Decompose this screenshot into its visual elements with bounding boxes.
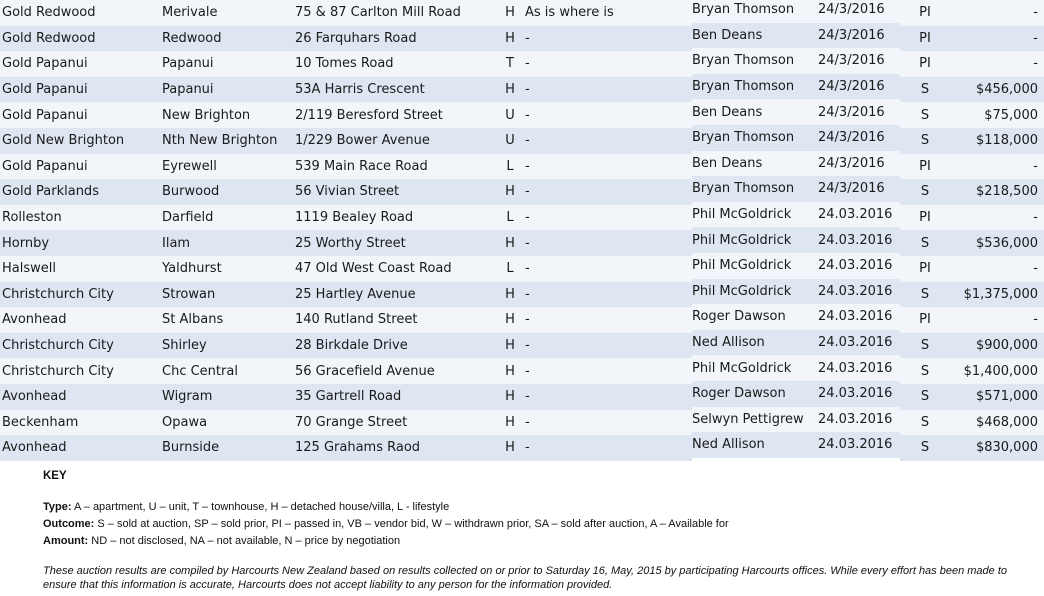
date-cell: 24/3/2016 <box>818 23 900 49</box>
outcome-cell: PI <box>900 154 950 180</box>
price-cell: - <box>950 26 1044 52</box>
agent-cell: Ben Deans <box>692 151 818 177</box>
suburb-cell: Eyrewell <box>162 154 295 180</box>
price-cell: $900,000 <box>950 333 1044 359</box>
address-cell: 25 Hartley Avenue <box>295 282 495 308</box>
outcome-cell: S <box>900 102 950 128</box>
date-cell: 24.03.2016 <box>818 432 900 458</box>
outcome-cell: S <box>900 77 950 103</box>
price-cell: - <box>950 256 1044 282</box>
type-cell: T <box>495 51 525 77</box>
suburb-cell: New Brighton <box>162 102 295 128</box>
address-cell: 70 Grange Street <box>295 410 495 436</box>
note-cell: - <box>525 205 692 231</box>
note-cell: - <box>525 26 692 52</box>
note-cell: - <box>525 179 692 205</box>
address-cell: 35 Gartrell Road <box>295 384 495 410</box>
key-type-text: A – apartment, U – unit, T – townhouse, H – detached house/villa, L - lifestyle <box>73 501 450 513</box>
agent-cell: Phil McGoldrick <box>692 227 818 253</box>
outcome-cell: PI <box>900 256 950 282</box>
type-cell: L <box>495 256 525 282</box>
outcome-cell: PI <box>900 307 950 333</box>
price-cell: $536,000 <box>950 230 1044 256</box>
suburb-cell: Strowan <box>162 282 295 308</box>
note-cell: - <box>525 51 692 77</box>
date-cell: 24/3/2016 <box>818 48 900 74</box>
office-cell: Gold New Brighton <box>0 128 162 154</box>
outcome-cell: S <box>900 282 950 308</box>
type-cell: H <box>495 77 525 103</box>
key-type-label: Type: <box>43 501 72 513</box>
table-row <box>0 435 1044 461</box>
office-cell: Christchurch City <box>0 358 162 384</box>
agent-cell: Phil McGoldrick <box>692 279 818 305</box>
address-cell: 1/229 Bower Avenue <box>295 128 495 154</box>
agent-cell: Bryan Thomson <box>692 0 818 23</box>
price-cell: $118,000 <box>950 128 1044 154</box>
agent-cell: Bryan Thomson <box>692 74 818 100</box>
outcome-cell: PI <box>900 0 950 26</box>
date-cell: 24/3/2016 <box>818 0 900 23</box>
type-cell: U <box>495 102 525 128</box>
agent-cell: Phil McGoldrick <box>692 355 818 381</box>
outcome-cell: S <box>900 128 950 154</box>
suburb-cell: Papanui <box>162 77 295 103</box>
agent-cell: Phil McGoldrick <box>692 202 818 228</box>
agent-cell: Bryan Thomson <box>692 125 818 151</box>
outcome-cell: S <box>900 230 950 256</box>
suburb-cell: Opawa <box>162 410 295 436</box>
type-cell: H <box>495 333 525 359</box>
note-cell: - <box>525 282 692 308</box>
note-cell: - <box>525 307 692 333</box>
address-cell: 539 Main Race Road <box>295 154 495 180</box>
date-cell: 24/3/2016 <box>818 125 900 151</box>
note-cell: - <box>525 102 692 128</box>
address-cell: 56 Vivian Street <box>295 179 495 205</box>
type-cell: U <box>495 128 525 154</box>
price-cell: - <box>950 154 1044 180</box>
outcome-cell: S <box>900 435 950 461</box>
agent-cell: Ned Allison <box>692 432 818 458</box>
price-cell: $1,375,000 <box>950 282 1044 308</box>
note-cell: - <box>525 128 692 154</box>
office-cell: Gold Redwood <box>0 26 162 52</box>
type-cell: H <box>495 358 525 384</box>
address-cell: 2/119 Beresford Street <box>295 102 495 128</box>
agent-cell: Bryan Thomson <box>692 176 818 202</box>
key-outcome-label: Outcome: <box>43 518 95 530</box>
address-cell: 25 Worthy Street <box>295 230 495 256</box>
key-amount-line <box>43 533 1043 550</box>
agent-cell: Ned Allison <box>692 330 818 356</box>
key-type-line <box>43 499 1043 516</box>
suburb-cell: Darfield <box>162 205 295 231</box>
office-cell: Christchurch City <box>0 333 162 359</box>
type-cell: H <box>495 0 525 26</box>
outcome-cell: S <box>900 333 950 359</box>
office-cell: Halswell <box>0 256 162 282</box>
office-cell: Christchurch City <box>0 282 162 308</box>
agent-cell: Ben Deans <box>692 23 818 49</box>
outcome-cell: S <box>900 179 950 205</box>
note-cell: - <box>525 333 692 359</box>
office-cell: Avonhead <box>0 435 162 461</box>
note-cell: - <box>525 358 692 384</box>
date-cell: 24.03.2016 <box>818 407 900 433</box>
note-cell: - <box>525 410 692 436</box>
outcome-cell: S <box>900 358 950 384</box>
type-cell: H <box>495 179 525 205</box>
type-cell: H <box>495 230 525 256</box>
outcome-cell: PI <box>900 26 950 52</box>
office-cell: Gold Papanui <box>0 77 162 103</box>
office-cell: Avonhead <box>0 307 162 333</box>
date-cell: 24.03.2016 <box>818 304 900 330</box>
address-cell: 26 Farquhars Road <box>295 26 495 52</box>
key-outcome-line <box>43 516 1043 533</box>
office-cell: Gold Redwood <box>0 0 162 26</box>
suburb-cell: St Albans <box>162 307 295 333</box>
price-cell: - <box>950 51 1044 77</box>
address-cell: 56 Gracefield Avenue <box>295 358 495 384</box>
key-section <box>43 470 1043 592</box>
type-cell: H <box>495 435 525 461</box>
address-cell: 10 Tomes Road <box>295 51 495 77</box>
note-cell: - <box>525 230 692 256</box>
type-cell: H <box>495 384 525 410</box>
price-cell: $830,000 <box>950 435 1044 461</box>
suburb-cell: Wigram <box>162 384 295 410</box>
key-outcome-text: S – sold at auction, SP – sold prior, PI – passed in, VB – vendor bid, W – withdrawn prior, SA – sold after auction, A – Available for <box>97 518 729 530</box>
suburb-cell: Merivale <box>162 0 295 26</box>
agent-cell: Bryan Thomson <box>692 48 818 74</box>
suburb-cell: Shirley <box>162 333 295 359</box>
key-amount-label: Amount: <box>43 535 89 547</box>
price-cell: $218,500 <box>950 179 1044 205</box>
price-cell: $468,000 <box>950 410 1044 436</box>
outcome-cell: PI <box>900 51 950 77</box>
suburb-cell: Chc Central <box>162 358 295 384</box>
date-cell: 24/3/2016 <box>818 151 900 177</box>
address-cell: 47 Old West Coast Road <box>295 256 495 282</box>
key-amount-text: ND – not disclosed, NA – not available, N – price by negotiation <box>91 535 401 547</box>
note-cell: - <box>525 154 692 180</box>
address-cell: 75 & 87 Carlton Mill Road <box>295 0 495 26</box>
key-title: KEY <box>43 470 67 482</box>
date-cell: 24.03.2016 <box>818 253 900 279</box>
note-cell: - <box>525 435 692 461</box>
address-cell: 125 Grahams Raod <box>295 435 495 461</box>
outcome-cell: S <box>900 384 950 410</box>
date-cell: 24.03.2016 <box>818 330 900 356</box>
suburb-cell: Ilam <box>162 230 295 256</box>
office-cell: Avonhead <box>0 384 162 410</box>
date-cell: 24.03.2016 <box>818 202 900 228</box>
suburb-cell: Burnside <box>162 435 295 461</box>
date-cell: 24.03.2016 <box>818 279 900 305</box>
office-cell: Beckenham <box>0 410 162 436</box>
outcome-cell: PI <box>900 205 950 231</box>
price-cell: $75,000 <box>950 102 1044 128</box>
suburb-cell: Papanui <box>162 51 295 77</box>
note-cell: - <box>525 384 692 410</box>
office-cell: Gold Papanui <box>0 51 162 77</box>
office-cell: Gold Papanui <box>0 102 162 128</box>
price-cell: - <box>950 205 1044 231</box>
date-cell: 24.03.2016 <box>818 381 900 407</box>
office-cell: Gold Parklands <box>0 179 162 205</box>
price-cell: $1,400,000 <box>950 358 1044 384</box>
date-cell: 24.03.2016 <box>818 227 900 253</box>
date-cell: 24/3/2016 <box>818 176 900 202</box>
price-cell: $571,000 <box>950 384 1044 410</box>
price-cell: - <box>950 307 1044 333</box>
address-cell: 53A Harris Crescent <box>295 77 495 103</box>
suburb-cell: Nth New Brighton <box>162 128 295 154</box>
address-cell: 1119 Bealey Road <box>295 205 495 231</box>
note-cell: - <box>525 256 692 282</box>
type-cell: L <box>495 205 525 231</box>
price-cell: $456,000 <box>950 77 1044 103</box>
date-cell: 24/3/2016 <box>818 99 900 125</box>
agent-cell: Selwyn Pettigrew <box>692 407 818 433</box>
price-cell: - <box>950 0 1044 26</box>
note-cell: As is where is <box>525 0 692 26</box>
type-cell: L <box>495 154 525 180</box>
agent-cell: Phil McGoldrick <box>692 253 818 279</box>
date-cell: 24.03.2016 <box>818 355 900 381</box>
date-cell: 24/3/2016 <box>818 74 900 100</box>
outcome-cell: S <box>900 410 950 436</box>
address-cell: 140 Rutland Street <box>295 307 495 333</box>
type-cell: H <box>495 410 525 436</box>
agent-cell: Roger Dawson <box>692 304 818 330</box>
suburb-cell: Burwood <box>162 179 295 205</box>
office-cell: Hornby <box>0 230 162 256</box>
type-cell: H <box>495 307 525 333</box>
type-cell: H <box>495 282 525 308</box>
office-cell: Gold Papanui <box>0 154 162 180</box>
note-cell: - <box>525 77 692 103</box>
type-cell: H <box>495 26 525 52</box>
agent-cell: Ben Deans <box>692 99 818 125</box>
address-cell: 28 Birkdale Drive <box>295 333 495 359</box>
agent-cell: Roger Dawson <box>692 381 818 407</box>
disclaimer-text: These auction results are compiled by Harcourts New Zealand based on results collected on or prior to Saturday 16, May, 2015 by participating Harcourts offices. While every effort has been made to ensure that this information is accurate, Harcourts does not accept liability to any person for the information provided. <box>43 565 1008 591</box>
suburb-cell: Yaldhurst <box>162 256 295 282</box>
suburb-cell: Redwood <box>162 26 295 52</box>
office-cell: Rolleston <box>0 205 162 231</box>
